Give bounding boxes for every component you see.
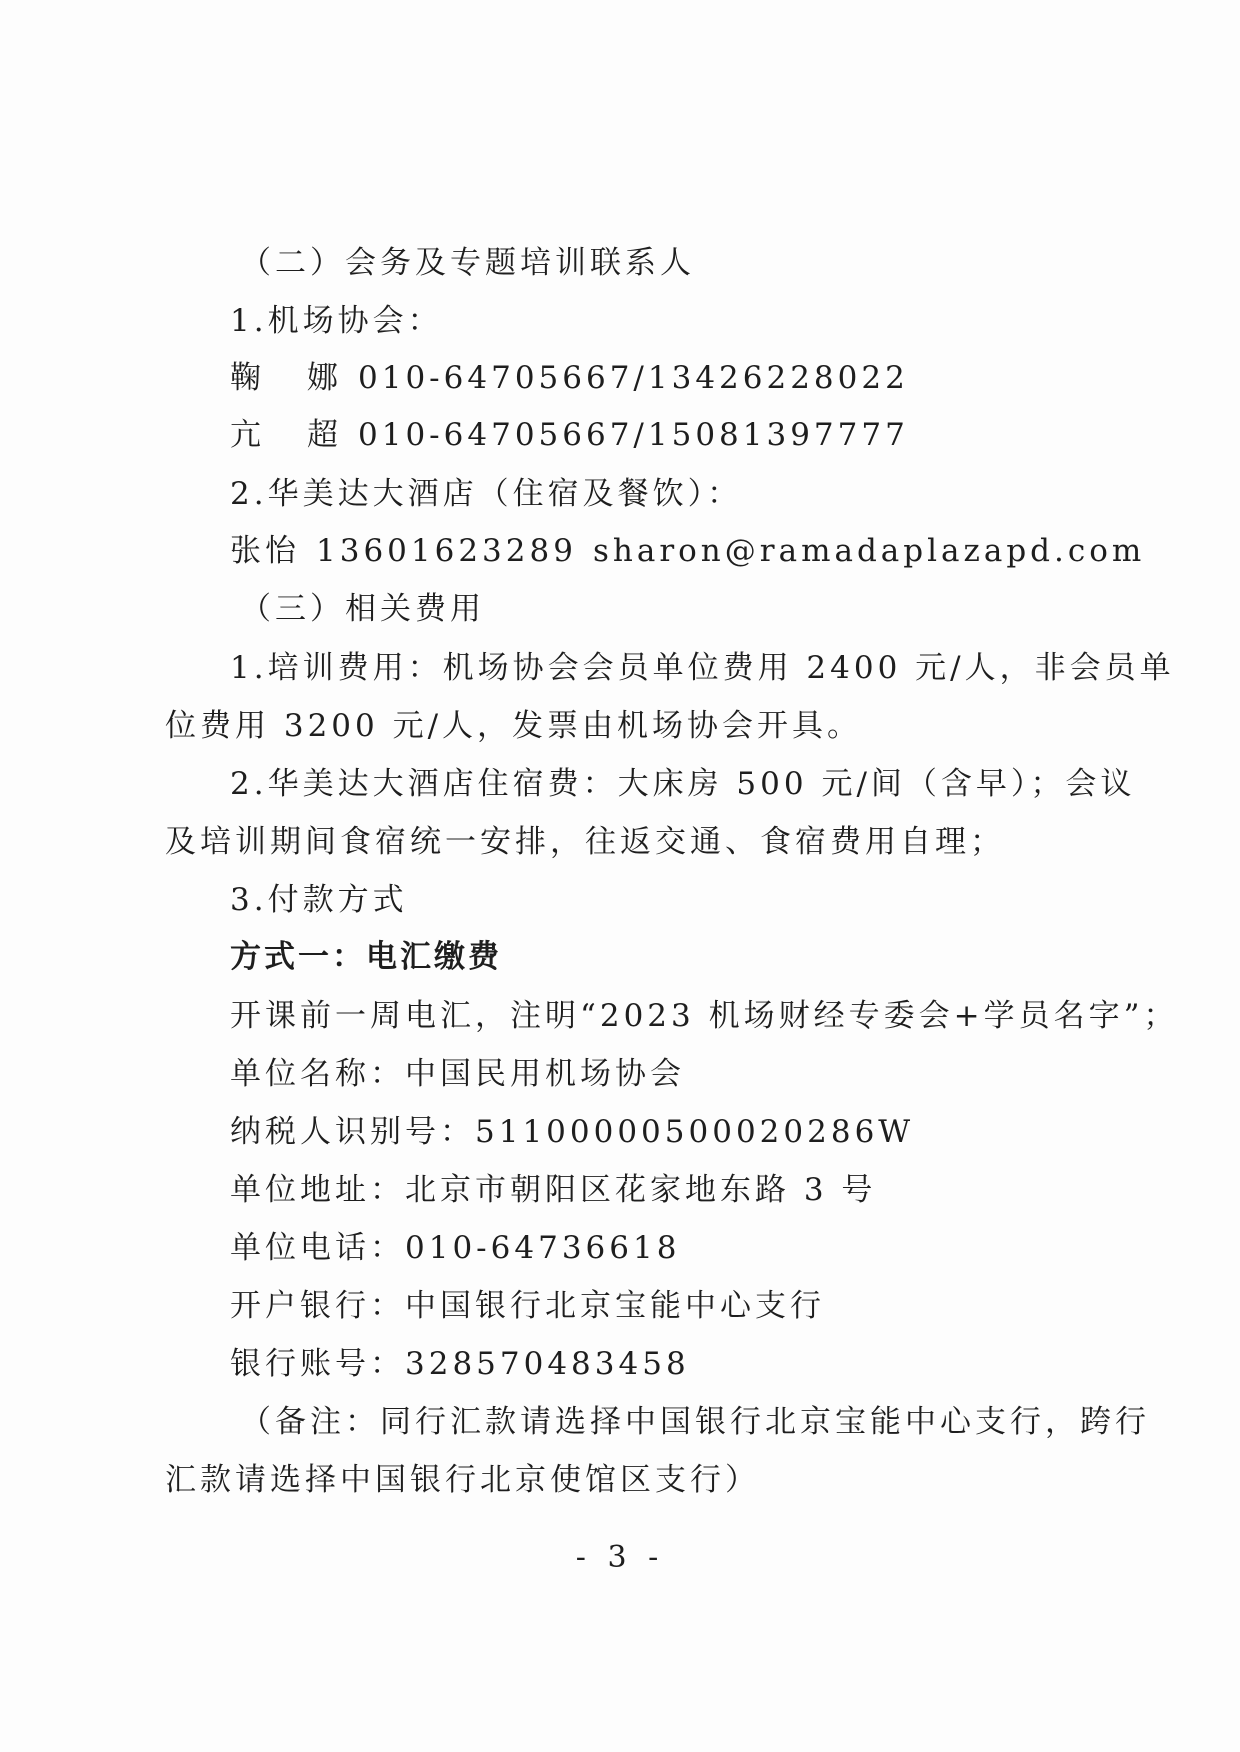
- hotel-contact-row: [230, 531, 1145, 571]
- payment-method-1-title: 方式一：电汇缴费: [230, 939, 502, 975]
- unit-phone: 单位电话：010-64736618: [230, 1230, 681, 1266]
- page-number: - 3 -: [575, 1540, 665, 1575]
- contact-phone: 010-64705667/15081397777: [358, 417, 909, 453]
- contact-row-kang-chao: [230, 415, 909, 455]
- remark-line-1: （备注：同行汇款请选择中国银行北京宝能中心支行，跨行: [240, 1404, 1150, 1440]
- bank-account: 银行账号：328570483458: [230, 1346, 690, 1382]
- contact-name-char-1: 亢: [230, 417, 265, 453]
- remark-line-2: 汇款请选择中国银行北京使馆区支行）: [165, 1462, 760, 1498]
- hotel-fee-line-1: 2.华美达大酒店住宿费：大床房 500 元/间（含早）；会议: [230, 766, 1136, 802]
- unit-name: 单位名称：中国民用机场协会: [230, 1056, 685, 1092]
- hotel-contact-name: 张怡: [230, 533, 300, 569]
- bank-name: 开户银行：中国银行北京宝能中心支行: [230, 1288, 825, 1324]
- fees-heading: （三）相关费用: [240, 591, 485, 627]
- unit-address: 单位地址：北京市朝阳区花家地东路 3 号: [230, 1172, 877, 1208]
- contact-row-ju-na: [230, 358, 909, 398]
- airport-association-label: 1.机场协会：: [230, 303, 443, 339]
- contact-phone: 010-64705667/13426228022: [358, 360, 909, 396]
- hotel-label: 2.华美达大酒店（住宿及餐饮）：: [230, 476, 743, 512]
- hotel-contact-phone: 13601623289: [316, 533, 577, 569]
- wire-transfer-note: 开课前一周电汇，注明“2023 机场财经专委会+学员名字”；: [230, 998, 1179, 1034]
- hotel-contact-email: sharon@ramadaplazapd.com: [592, 533, 1146, 569]
- contact-name-char-1: 鞠: [230, 360, 265, 396]
- hotel-fee-line-2: 及培训期间食宿统一安排，往返交通、食宿费用自理；: [165, 824, 1005, 860]
- contact-name-char-2: 超: [307, 417, 342, 453]
- tax-id: 纳税人识别号：51100000500020286W: [230, 1114, 915, 1150]
- training-fee-line-1: 1.培训费用：机场协会会员单位费用 2400 元/人，非会员单: [230, 650, 1175, 686]
- contacts-heading: （二）会务及专题培训联系人: [240, 245, 695, 281]
- contact-name-char-2: 娜: [307, 360, 342, 396]
- payment-methods-heading: 3.付款方式: [230, 882, 408, 918]
- training-fee-line-2: 位费用 3200 元/人，发票由机场协会开具。: [165, 708, 863, 744]
